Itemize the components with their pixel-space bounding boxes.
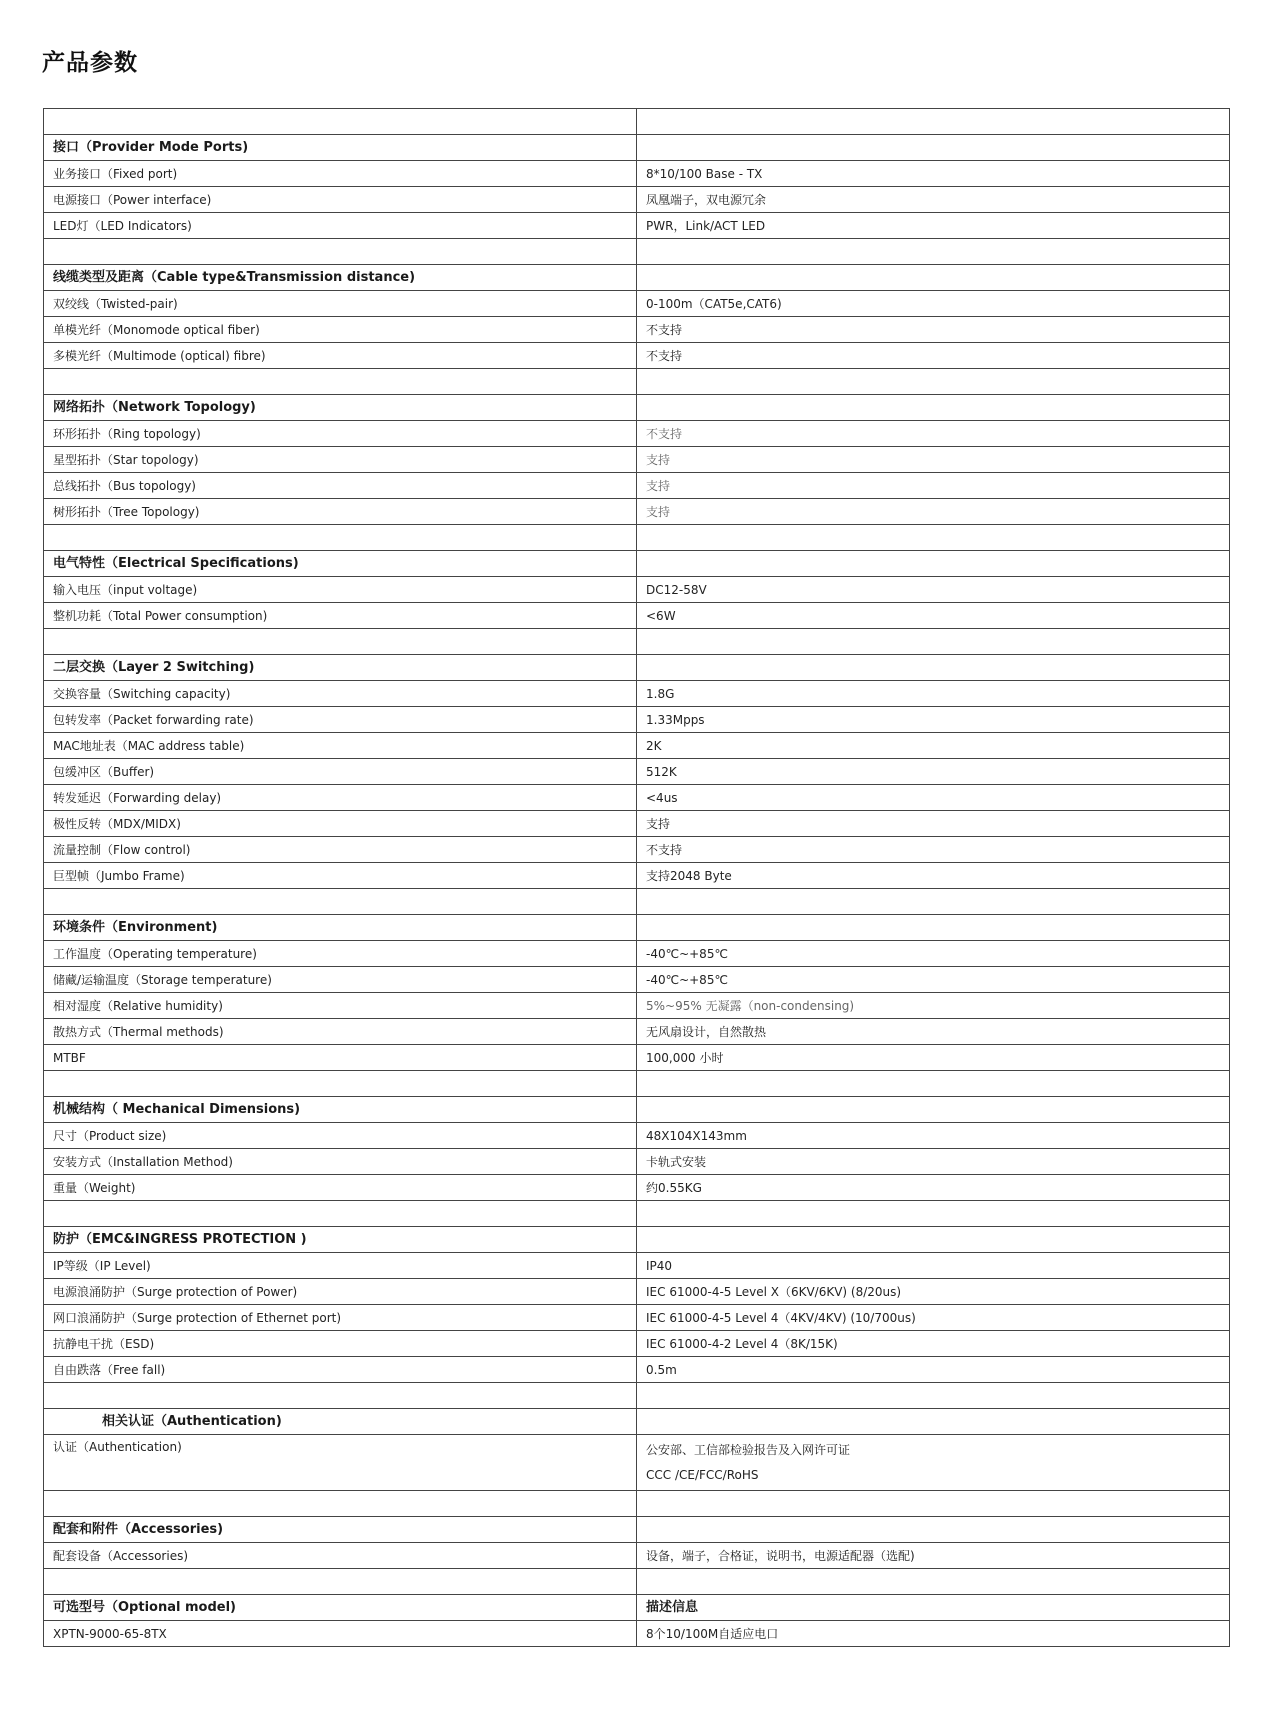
spec-table [43,108,1230,1647]
table-row [44,863,1230,889]
spec-value: IEC 61000-4-5 Level 4（4KV/4KV) (10/700us) [637,1305,1230,1331]
section-header-environment [44,915,1230,941]
auth-value-line: CCC /CE/FCC/RoHS [646,1467,759,1482]
spec-value: 0-100m（CAT5e,CAT6) [637,291,1230,317]
table-row [44,1435,1230,1491]
spec-value: 48X104X143mm [637,1123,1230,1149]
section-header-electrical [44,551,1230,577]
section-title: 二层交换（Layer 2 Switching) [44,655,637,681]
table-row [44,759,1230,785]
spec-label: MTBF [44,1045,637,1071]
spec-value: 不支持 [637,343,1230,369]
spec-value: 不支持 [637,837,1230,863]
spec-value: IEC 61000-4-2 Level 4（8K/15K) [637,1331,1230,1357]
section-title: 网络拓扑（Network Topology) [44,395,637,421]
spec-label: 单模光纤（Monomode optical fiber) [44,317,637,343]
table-row [44,1175,1230,1201]
spacer-row [44,1383,1230,1409]
spec-value: 支持 [637,447,1230,473]
spec-label: 整机功耗（Total Power consumption) [44,603,637,629]
spec-label: 尺寸（Product size) [44,1123,637,1149]
spec-value: 支持 [637,473,1230,499]
spec-value: 支持 [637,499,1230,525]
table-row [44,993,1230,1019]
table-row [44,161,1230,187]
spec-value: -40℃~+85℃ [637,967,1230,993]
spec-value: 约0.55KG [637,1175,1230,1201]
table-row [44,1621,1230,1647]
table-row [44,707,1230,733]
spec-value: 5%~95% 无凝露（non-condensing) [637,993,1230,1019]
spec-value: DC12-58V [637,577,1230,603]
model-name: XPTN-9000-65-8TX [44,1621,637,1647]
spec-label: 输入电压（input voltage) [44,577,637,603]
spacer-row [44,1201,1230,1227]
spacer-row [44,525,1230,551]
table-row [44,1331,1230,1357]
section-title: 接口（Provider Mode Ports) [44,135,637,161]
spec-label: 重量（Weight) [44,1175,637,1201]
table-row [44,603,1230,629]
spacer-row [44,239,1230,265]
section-title: 机械结构（ Mechanical Dimensions) [44,1097,637,1123]
column-header-description: 描述信息 [637,1595,1230,1621]
spec-value: 1.8G [637,681,1230,707]
section-header-accessories [44,1517,1230,1543]
table-row [44,1305,1230,1331]
spacer-row [44,629,1230,655]
table-row [44,1045,1230,1071]
spec-label: LED灯（LED Indicators) [44,213,637,239]
spec-label: 网口浪涌防护（Surge protection of Ethernet port) [44,1305,637,1331]
table-row [44,499,1230,525]
spacer-row [44,889,1230,915]
spec-label: 电源接口（Power interface) [44,187,637,213]
table-row [44,967,1230,993]
table-row [44,785,1230,811]
spec-value: 凤凰端子，双电源冗余 [637,187,1230,213]
spacer-row [44,1071,1230,1097]
spec-label: 散热方式（Thermal methods) [44,1019,637,1045]
spec-value: <4us [637,785,1230,811]
table-row [44,447,1230,473]
spec-value: 设备，端子，合格证，说明书，电源适配器（选配) [637,1543,1230,1569]
spec-label: 环形拓扑（Ring topology) [44,421,637,447]
spec-value: 512K [637,759,1230,785]
section-title: 配套和附件（Accessories) [44,1517,637,1543]
section-header-topology [44,395,1230,421]
spec-value: 1.33Mpps [637,707,1230,733]
spec-label: 极性反转（MDX/MIDX) [44,811,637,837]
model-description: 8个10/100M自适应电口 [637,1621,1230,1647]
spec-label: 巨型帧（Jumbo Frame) [44,863,637,889]
section-header-auth [44,1409,1230,1435]
table-row [44,1357,1230,1383]
spec-label: MAC地址表（MAC address table) [44,733,637,759]
table-row [44,343,1230,369]
section-header-ports [44,135,1230,161]
spec-value: -40℃~+85℃ [637,941,1230,967]
section-header-mechanical [44,1097,1230,1123]
spec-label: 星型拓扑（Star topology) [44,447,637,473]
spec-label: 电源浪涌防护（Surge protection of Power) [44,1279,637,1305]
page-title: 产品参数 [42,50,138,76]
table-row [44,1149,1230,1175]
table-row [44,681,1230,707]
table-row [44,837,1230,863]
spec-label: 包缓冲区（Buffer) [44,759,637,785]
table-row [44,1019,1230,1045]
spec-value: 2K [637,733,1230,759]
table-row [44,291,1230,317]
section-header-layer2 [44,655,1230,681]
auth-value-line: 公安部、工信部检验报告及入网许可证 [646,1442,851,1457]
section-header-models [44,1595,1230,1621]
spec-label: 多模光纤（Multimode (optical) fibre) [44,343,637,369]
section-header-protection [44,1227,1230,1253]
spec-label: 包转发率（Packet forwarding rate) [44,707,637,733]
spacer-row [44,1569,1230,1595]
table-row [44,1253,1230,1279]
spec-value: 支持 [637,811,1230,837]
table-row [44,577,1230,603]
spec-value: 无风扇设计，自然散热 [637,1019,1230,1045]
section-title: 环境条件（Environment) [44,915,637,941]
table-row [44,1123,1230,1149]
section-title: 相关认证（Authentication) [44,1409,637,1435]
spec-value: 不支持 [637,317,1230,343]
table-row [44,187,1230,213]
spacer-row [44,109,1230,135]
section-title: 防护（EMC&INGRESS PROTECTION ) [44,1227,637,1253]
table-row [44,421,1230,447]
table-row [44,213,1230,239]
table-row [44,811,1230,837]
table-row [44,473,1230,499]
spec-label: 交换容量（Switching capacity) [44,681,637,707]
spec-value: 8*10/100 Base - TX [637,161,1230,187]
spec-label: 安装方式（Installation Method) [44,1149,637,1175]
spec-label: 流量控制（Flow control) [44,837,637,863]
spec-value: 0.5m [637,1357,1230,1383]
spacer-row [44,1491,1230,1517]
spec-label: 储藏/运输温度（Storage temperature) [44,967,637,993]
section-title: 可选型号（Optional model) [44,1595,637,1621]
spec-value: PWR，Link/ACT LED [637,213,1230,239]
spec-value: 不支持 [637,421,1230,447]
spacer-row [44,369,1230,395]
spec-label: 相对湿度（Relative humidity) [44,993,637,1019]
table-row [44,733,1230,759]
spec-label: 转发延迟（Forwarding delay) [44,785,637,811]
spec-label: 业务接口（Fixed port) [44,161,637,187]
spec-value: 100,000 小时 [637,1045,1230,1071]
spec-value [637,1435,1230,1491]
table-row [44,1279,1230,1305]
spec-label: 配套设备（Accessories) [44,1543,637,1569]
table-row [44,941,1230,967]
spec-value: 支持2048 Byte [637,863,1230,889]
spec-value: 卡轨式安装 [637,1149,1230,1175]
spec-label: 认证（Authentication) [44,1435,637,1491]
section-title: 线缆类型及距离（Cable type&Transmission distance) [44,265,637,291]
spec-value: IP40 [637,1253,1230,1279]
spec-value: <6W [637,603,1230,629]
section-title: 电气特性（Electrical Specifications) [44,551,637,577]
spec-label: 树形拓扑（Tree Topology) [44,499,637,525]
table-row [44,1543,1230,1569]
table-row [44,317,1230,343]
spec-label: 总线拓扑（Bus topology) [44,473,637,499]
spec-label: 工作温度（Operating temperature) [44,941,637,967]
spec-label: 自由跌落（Free fall) [44,1357,637,1383]
spec-label: 抗静电干扰（ESD) [44,1331,637,1357]
section-header-cable [44,265,1230,291]
spec-value: IEC 61000-4-5 Level X（6KV/6KV) (8/20us) [637,1279,1230,1305]
spec-label: IP等级（IP Level) [44,1253,637,1279]
spec-label: 双绞线（Twisted-pair) [44,291,637,317]
